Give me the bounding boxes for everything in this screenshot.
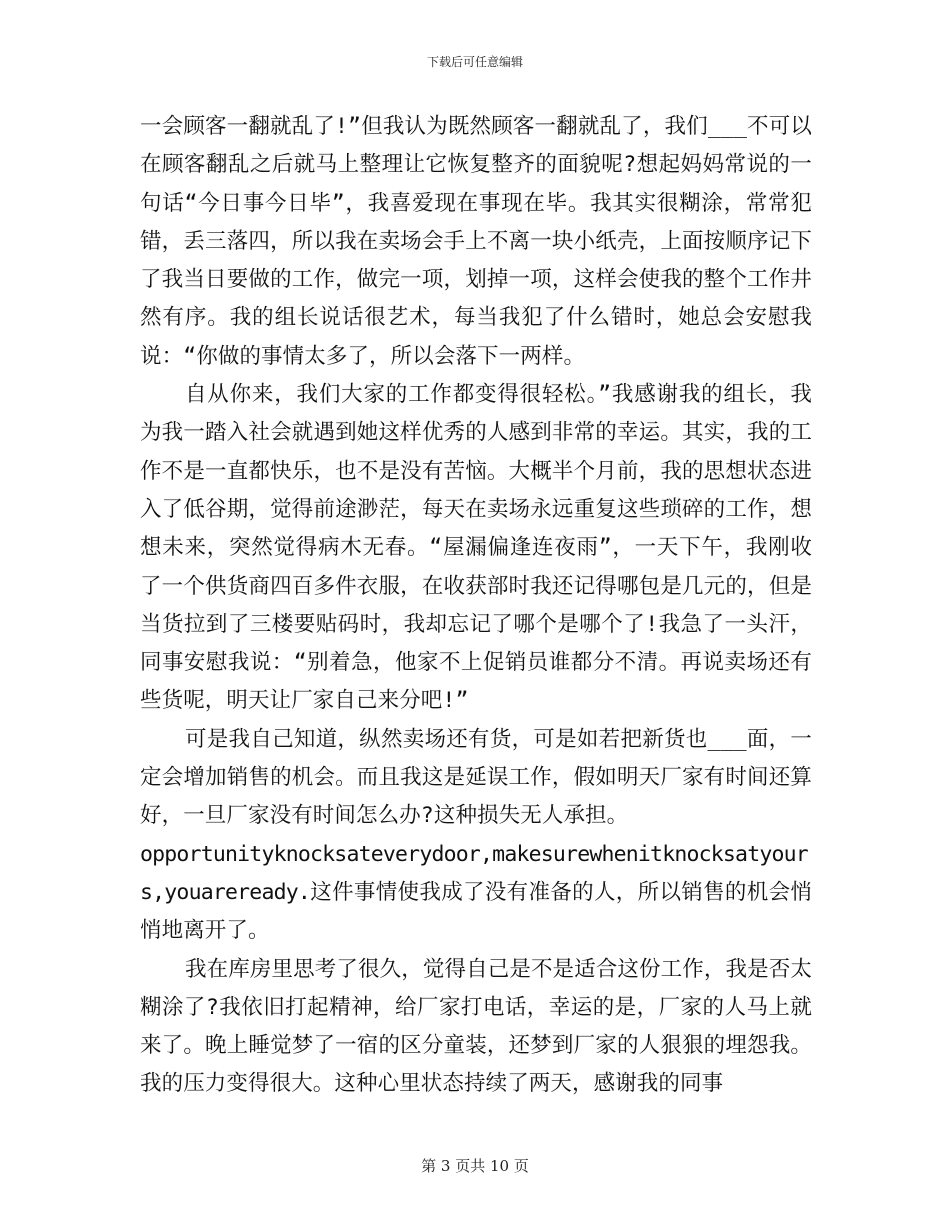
paragraph-4-text: 这件事情使我成了没有准备的人，所以销售的机会悄悄地离开了。: [140, 879, 812, 944]
page-header: 下载后可任意编辑: [426, 55, 523, 69]
paragraph-2: 自从你来，我们大家的工作都变得很轻松。”我感谢我的组长，我为我一踏入社会就遇到她这样优秀的人感到非常的幸运。其实，我的工作不是一直都快乐，也不是没有苦恼。大概半个月前，我的思想状态进入了低谷期，觉得前途渺茫，每天在卖场永远重复这些琐碎的工作，想想未来，突然觉得病木无春。“屋漏偏逢连夜雨”，一天下午，我刚收了一个供货商四百多件衣服，在收获部时我还记得哪包是几元的，但是当货拉到了三楼要贴码时，我却忘记了哪个是哪个了!我急了一头汗，同事安慰我说：“别着急，他家不上促销员谁都分不清。再说卖场还有些货呢，明天让厂家自己来分吧!”: [140, 382, 812, 714]
document-body: [140, 108, 812, 1104]
paragraph-4: [140, 836, 812, 951]
paragraph-3: 可是我自己知道，纵然卖场还有货，可是如若把新货也___面，一定会增加销售的机会。而且我这是延误工作，假如明天厂家有时间还算好，一旦厂家没有时间怎么办?这种损失无人承担。: [140, 726, 812, 829]
english-quote: opportunityknocksateverydoor,makesurewhenitknocksatyours,youareready.: [140, 841, 808, 905]
paragraph-5: 我在库房里思考了很久，觉得自己是不是适合这份工作，我是否太糊涂了?我依旧打起精神，给厂家打电话，幸运的是，厂家的人马上就来了。晚上睡觉梦了一宿的区分童装，还梦到厂家的人狠狠的埋怨我。我的压力变得很大。这种心里状态持续了两天，感谢我的同事: [140, 956, 812, 1097]
page-footer: 第 3 页共 10 页: [421, 1157, 529, 1175]
paragraph-1: 一会顾客一翻就乱了!”但我认为既然顾客一翻就乱了，我们___不可以在顾客翻乱之后就马上整理让它恢复整齐的面貌呢?想起妈妈常说的一句话“今日事今日毕”，我喜爱现在事现在毕。我其实很糊涂，常常犯错，丢三落四，所以我在卖场会手上不离一块小纸壳，上面按顺序记下了我当日要做的工作，做完一项，划掉一项，这样会使我的整个工作井然有序。我的组长说话很艺术，每当我犯了什么错时，她总会安慰我说：“你做的事情太多了，所以会落下一两样。: [140, 114, 812, 369]
